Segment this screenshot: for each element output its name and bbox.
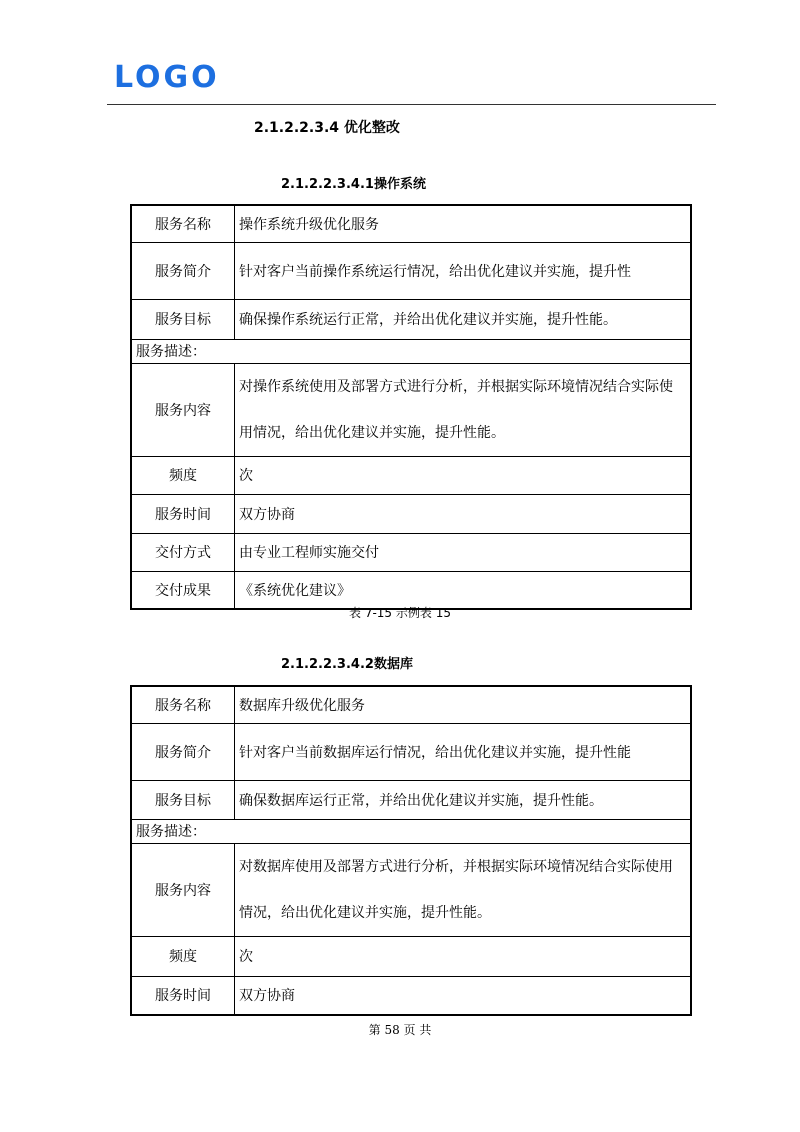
- row-label: 服务目标: [131, 780, 235, 819]
- table-row: [131, 339, 691, 363]
- row-value: 确保操作系统运行正常，并给出优化建议并实施，提升性能。: [235, 299, 692, 339]
- row-value: 操作系统升级优化服务: [235, 205, 692, 242]
- table-row: [131, 494, 691, 533]
- row-label: 服务名称: [131, 205, 235, 242]
- row-value: 确保数据库运行正常，并给出优化建议并实施，提升性能。: [235, 780, 692, 819]
- section-heading: 2.1.2.2.3.4 优化整改: [254, 120, 400, 136]
- row-label: 服务简介: [131, 242, 235, 299]
- row-label: 交付成果: [131, 571, 235, 609]
- row-value: 对操作系统使用及部署方式进行分析，并根据实际环境情况结合实际使用情况，给出优化建议并实施，提升性能。: [235, 363, 692, 456]
- row-value: 双方协商: [235, 494, 692, 533]
- table-row: [131, 533, 691, 571]
- table-row: [131, 819, 691, 843]
- row-label: 频度: [131, 936, 235, 976]
- row-label: 服务内容: [131, 363, 235, 456]
- row-value: 双方协商: [235, 976, 692, 1015]
- row-label: 服务时间: [131, 494, 235, 533]
- row-value: 次: [235, 936, 692, 976]
- row-label: 交付方式: [131, 533, 235, 571]
- table-row: [131, 363, 691, 456]
- table-row: [131, 242, 691, 299]
- service-table-os: [130, 204, 692, 610]
- table-row: [131, 976, 691, 1015]
- service-table-db: [130, 685, 692, 1016]
- row-value: 针对客户当前操作系统运行情况，给出优化建议并实施，提升性: [235, 242, 692, 299]
- row-value: 针对客户当前数据库运行情况，给出优化建议并实施，提升性能: [235, 723, 692, 780]
- table-row: [131, 456, 691, 494]
- row-label: 服务名称: [131, 686, 235, 723]
- logo: LOGO: [114, 60, 220, 95]
- row-value: 由专业工程师实施交付: [235, 533, 692, 571]
- row-value: 《系统优化建议》: [235, 571, 692, 609]
- row-label: 服务内容: [131, 843, 235, 936]
- table-row: [131, 723, 691, 780]
- page-number: 第 58 页 共: [368, 1023, 432, 1037]
- row-label: 服务目标: [131, 299, 235, 339]
- table-row: [131, 205, 691, 242]
- table-row: [131, 299, 691, 339]
- table-row: [131, 780, 691, 819]
- table-caption: 表 7-15 示例表 15: [349, 606, 451, 620]
- table-row: [131, 936, 691, 976]
- subsection-heading-os: 2.1.2.2.3.4.1操作系统: [281, 177, 426, 192]
- row-value: 数据库升级优化服务: [235, 686, 692, 723]
- row-label: 频度: [131, 456, 235, 494]
- table-row: [131, 686, 691, 723]
- table-row: [131, 843, 691, 936]
- header-rule: [107, 104, 716, 105]
- row-label: 服务简介: [131, 723, 235, 780]
- row-value: 次: [235, 456, 692, 494]
- subsection-heading-db: 2.1.2.2.3.4.2数据库: [281, 657, 413, 672]
- row-value: 对数据库使用及部署方式进行分析，并根据实际环境情况结合实际使用情况，给出优化建议并实施，提升性能。: [235, 843, 692, 936]
- description-label: 服务描述：: [131, 339, 691, 363]
- description-label: 服务描述：: [131, 819, 691, 843]
- row-label: 服务时间: [131, 976, 235, 1015]
